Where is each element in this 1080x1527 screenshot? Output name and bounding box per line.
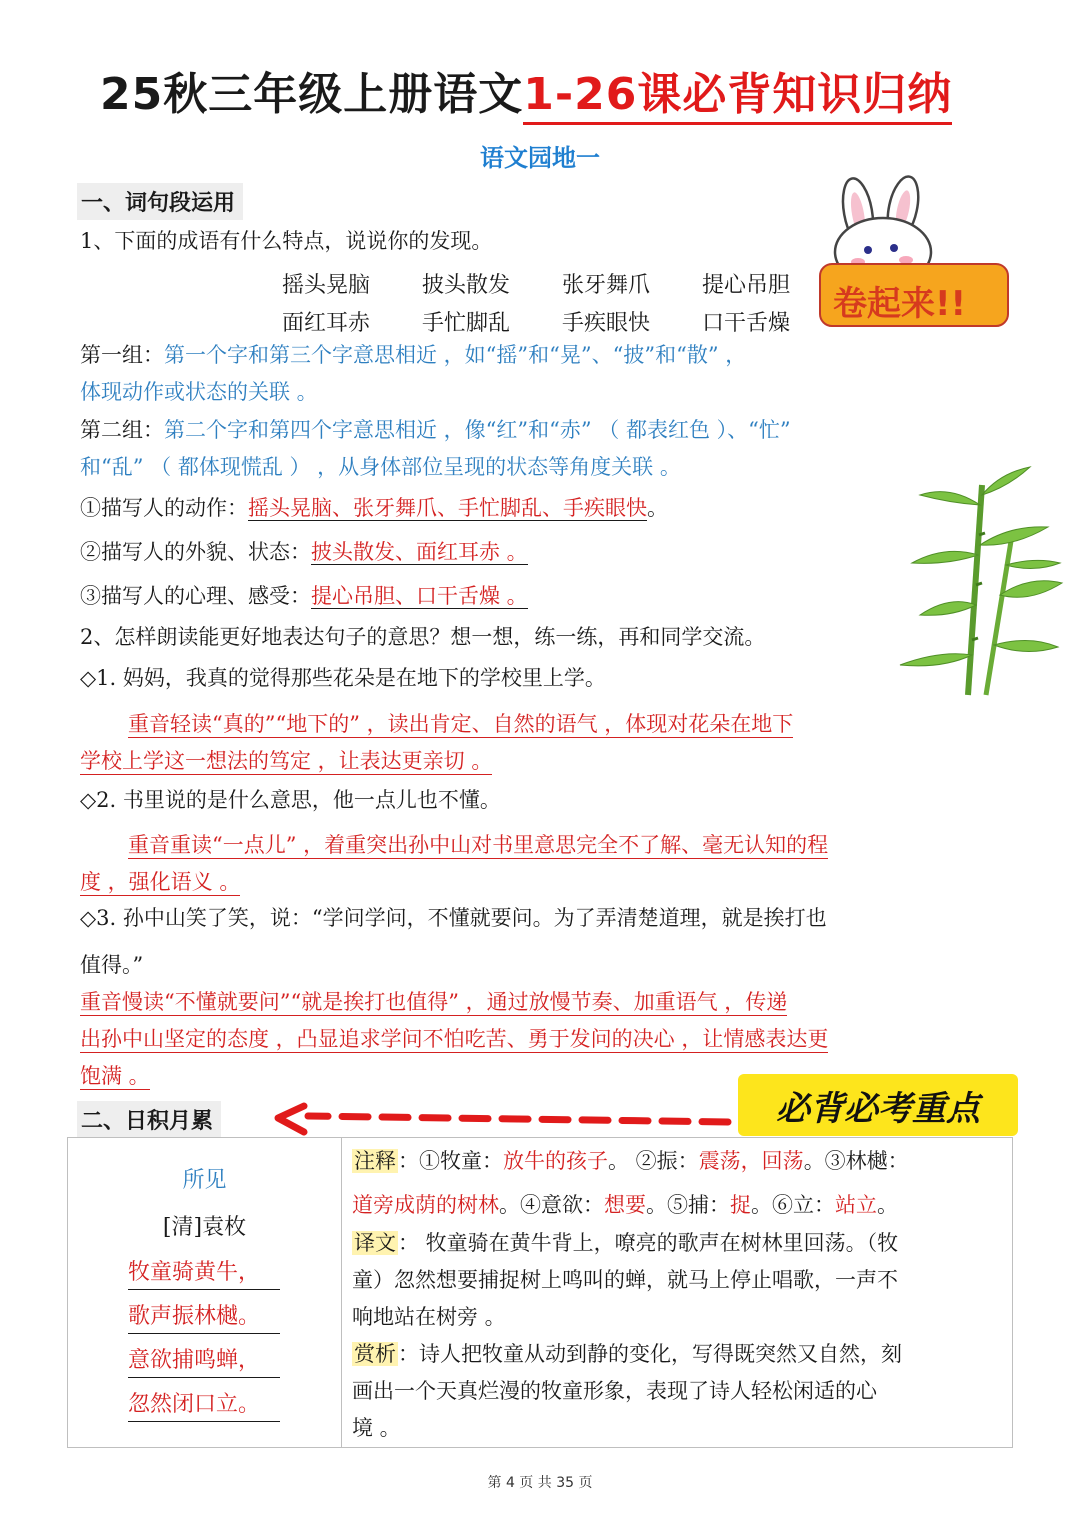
answer-text: 出孙中山坚定的态度 ，凸显追求学问不怕吃苦、勇于发问的决心 ，让情感表达更 [80, 1027, 829, 1051]
analysis-line2: 画出一个天真烂漫的牧童形象，表现了诗人轻松闲适的心 [352, 1379, 877, 1403]
page-footer: 第 4 页 共 35 页 [487, 1475, 593, 1491]
sentence-2-answer-line2 [80, 870, 240, 895]
group1-text: 第一个字和第三个字意思相近 ，如“摇”和“晃”、“披”和“散” ， [164, 343, 747, 367]
idiom: 提心吊胆 [702, 273, 791, 298]
translation-line1 [352, 1231, 898, 1256]
group2-label: 第二组： [80, 418, 164, 442]
notes-answer: 放牛的孩子 [503, 1149, 608, 1173]
idiom: 摇头晃脑 [282, 273, 371, 298]
idiom: 披头散发 [422, 273, 511, 298]
sentence-2: ◇2. 书里说的是什么意思，他一点儿也不懂。 [80, 788, 501, 812]
answer-text: 学校上学这一想法的笃定 ，让表达更亲切 。 [80, 749, 493, 773]
idiom-row-1 [282, 268, 842, 299]
idiom: 张牙舞爪 [562, 273, 651, 298]
cat1-label: ①描写人的动作： [80, 496, 248, 520]
poem-line: 意欲捕鸣蝉， [128, 1343, 280, 1378]
notes-answer: 想要 [604, 1193, 646, 1217]
group1-label: 第一组： [80, 343, 164, 367]
answer-text: 饱满 。 [80, 1064, 150, 1088]
idiom: 手疾眼快 [562, 311, 651, 336]
poem-line: 歌声振林樾。 [128, 1299, 280, 1334]
answer-text: 重音重读“一点儿” ，着重突出孙中山对书里意思完全不了解、毫无认知的程 [128, 833, 829, 857]
group2-text: 第二个字和第四个字意思相近 ，像“红”和“赤” （ 都表红色 ）、“忙” [164, 418, 791, 442]
translation-line3: 响地站在树旁 。 [352, 1305, 506, 1329]
group2-line1 [80, 418, 791, 443]
poem-author: [清]袁枚 [162, 1215, 247, 1240]
bamboo-decoration [890, 465, 1070, 700]
sentence-1-answer-line2 [80, 749, 492, 774]
notes-answer: 捉 [730, 1193, 751, 1217]
notes-text: 。 [877, 1193, 898, 1217]
notes-text: 。⑤捕： [646, 1193, 730, 1217]
title-black: 25秋三年级上册语文 [100, 69, 524, 120]
notes-line1 [352, 1149, 909, 1174]
notes-answer: 道旁成荫的树林 [352, 1193, 499, 1217]
page-title [100, 58, 952, 122]
answer-text: 重音慢读“不懂就要问”“就是挨打也值得” ，通过放慢节奏、加重语气 ，传递 [80, 990, 788, 1014]
translation-line2: 童）忽然想要捕捉树上鸣叫的蝉，就马上停止唱歌，一声不 [352, 1268, 898, 1292]
category-2 [80, 540, 528, 565]
analysis-line3: 境 。 [352, 1416, 401, 1440]
section-heading-2: 二、日积月累 [77, 1101, 221, 1138]
notes-label: 注释 [354, 1149, 396, 1173]
notes-text: ：①牧童： [398, 1149, 503, 1173]
sentence-3-line1: ◇3. 孙中山笑了笑，说：“学问学问，不懂就要问。为了弄清楚道理，就是挨打也 [80, 906, 827, 930]
bunny-sticker [808, 172, 1038, 337]
analysis-line1 [352, 1342, 902, 1367]
idiom-row-2 [282, 306, 842, 337]
sentence-3-line2: 值得。” [80, 953, 144, 977]
notes-text: 。③林樾： [803, 1149, 909, 1173]
sentence-2-answer-line1 [128, 833, 828, 858]
analysis-label: 赏析 [354, 1342, 396, 1366]
cat3-label: ③描写人的心理、感受： [80, 584, 311, 608]
sentence-3-answer-line1 [80, 990, 787, 1015]
idiom: 口干舌燥 [702, 311, 791, 336]
poem-line: 忽然闭口立。 [128, 1387, 280, 1422]
bamboo-icon [890, 465, 1070, 700]
cat2-label: ②描写人的外貌、状态： [80, 540, 311, 564]
poem-title: 所见 [182, 1168, 227, 1193]
notes-text: 。④意欲： [499, 1193, 604, 1217]
question-1: 1、下面的成语有什么特点，说说你的发现。 [80, 229, 493, 253]
sentence-3-answer-line3 [80, 1064, 150, 1089]
group1-line2: 体现动作或状态的关联 。 [80, 380, 318, 404]
poem-line: 牧童骑黄牛， [128, 1255, 280, 1290]
category-3 [80, 584, 528, 609]
translation-label: 译文 [354, 1231, 396, 1255]
answer-text: 度 ，强化语义 。 [80, 870, 241, 894]
cat2-answer: 披头散发、面红耳赤 。 [311, 540, 528, 564]
group1-line1 [80, 343, 746, 368]
notes-answer: 站立 [835, 1193, 877, 1217]
notes-answer: 震荡，回荡 [698, 1149, 804, 1173]
dashed-arrow [268, 1100, 738, 1140]
arrow-left-icon [268, 1100, 738, 1140]
section-heading-1: 一、词句段运用 [77, 183, 243, 220]
analysis-text: ：诗人把牧童从动到静的变化，写得既突然又自然，刻 [398, 1342, 902, 1366]
group2-line2: 和“乱” （ 都体现慌乱 ） ，从身体部位呈现的状态等角度关联 。 [80, 455, 681, 479]
unit-subtitle: 语文园地一 [480, 144, 600, 172]
idiom: 手忙脚乱 [422, 311, 511, 336]
idiom: 面红耳赤 [282, 311, 371, 336]
answer-text: 重音轻读“真的”“地下的” ，读出肯定、自然的语气 ，体现对花朵在地下 [128, 712, 794, 736]
translation-text: ： 牧童骑在黄牛背上，嘹亮的歌声在树林里回荡。（牧 [398, 1231, 899, 1255]
sentence-1-answer-line1 [128, 712, 793, 737]
cat1-end: 。 [647, 496, 668, 520]
key-points-badge: 必背必考重点 [738, 1074, 1018, 1136]
title-red: 1-26课必背知识归纳 [523, 69, 952, 125]
notes-text: 。 ②振： [608, 1149, 699, 1173]
cat3-answer: 提心吊胆、口干舌燥 。 [311, 584, 528, 608]
sentence-3-answer-line2 [80, 1027, 828, 1052]
notes-line2 [352, 1193, 898, 1218]
notes-text: 。⑥立： [751, 1193, 835, 1217]
sentence-1: ◇1. 妈妈，我真的觉得那些花朵是在地下的学校里上学。 [80, 666, 606, 690]
category-1 [80, 496, 668, 521]
sticker-text: 卷起来!! [833, 284, 967, 324]
cat1-answer: 摇头晃脑、张牙舞爪、手忙脚乱、手疾眼快 [248, 496, 647, 520]
question-2: 2、怎样朗读能更好地表达句子的意思？想一想，练一练，再和同学交流。 [80, 625, 766, 649]
